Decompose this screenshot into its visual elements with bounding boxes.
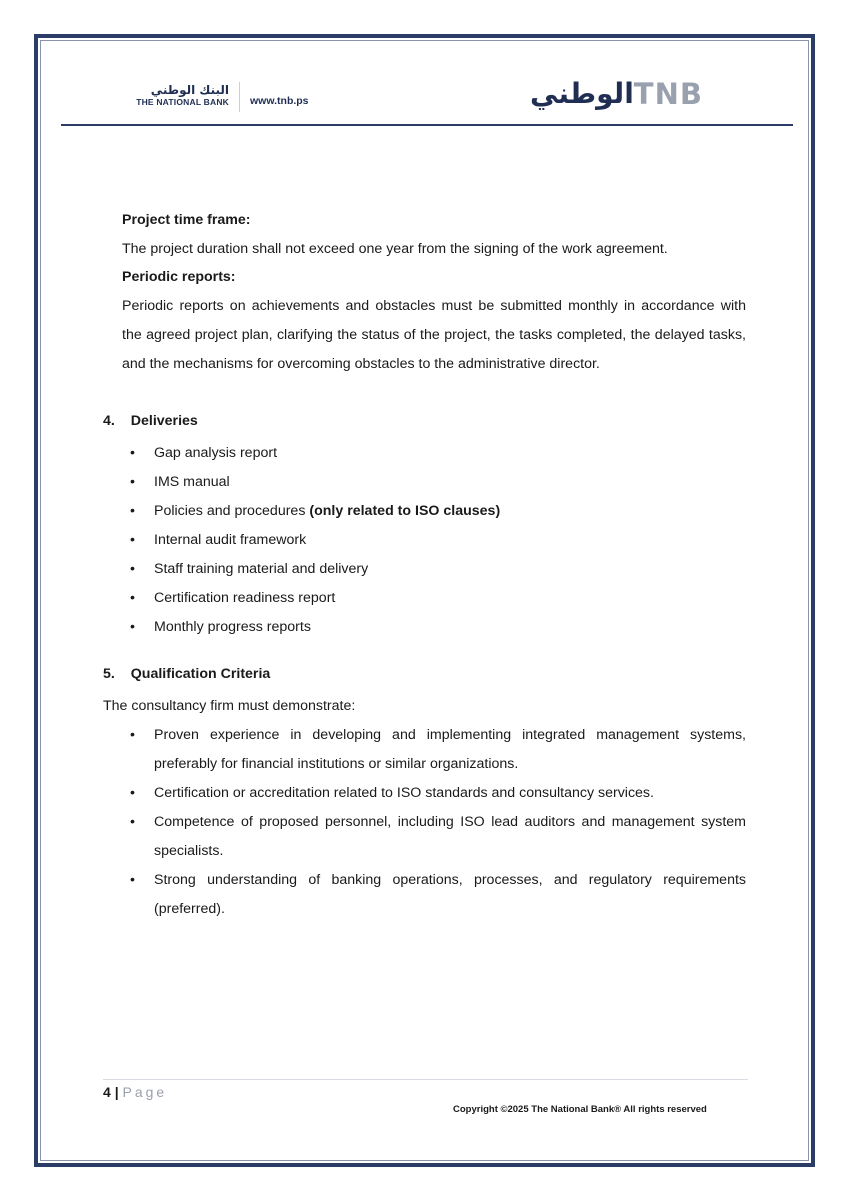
website-url: www.tnb.ps bbox=[250, 95, 309, 107]
list-item: • IMS manual bbox=[130, 468, 500, 497]
timeframe-heading: Project time frame: bbox=[122, 212, 251, 228]
deliveries-title: Deliveries bbox=[130, 413, 198, 429]
list-item-line-2: preferably for financial institutions or similar organizations. bbox=[154, 756, 519, 772]
list-item-text: Policies and procedures bbox=[154, 503, 306, 519]
reports-line-1: Periodic reports on achievements and obstacles must be submitted monthly in accordance with bbox=[122, 298, 746, 314]
list-item: • Staff training material and delivery bbox=[130, 555, 500, 584]
list-item bbox=[130, 721, 746, 779]
list-item bbox=[130, 497, 500, 526]
list-item: • Certification readiness report bbox=[130, 584, 500, 613]
list-item bbox=[130, 779, 746, 808]
page-number-separator: | bbox=[114, 1084, 119, 1100]
list-item-emphasis: (only related to ISO clauses) bbox=[309, 503, 501, 519]
qualification-list bbox=[130, 721, 746, 924]
deliveries-heading bbox=[103, 407, 198, 436]
copyright-notice: Copyright ©2025 The National Bank® All rights reserved bbox=[453, 1104, 707, 1115]
logo-arabic-text: البنك الوطني bbox=[150, 83, 229, 97]
list-item-line-2: (preferred). bbox=[154, 901, 225, 917]
deliveries-list bbox=[130, 439, 500, 642]
list-item-line-2: specialists. bbox=[154, 843, 224, 859]
list-item: • Monthly progress reports bbox=[130, 613, 500, 642]
footer-rule bbox=[103, 1079, 748, 1080]
qualification-number: 5. bbox=[103, 666, 115, 682]
list-item bbox=[130, 808, 746, 866]
list-item-line-1: • Certification or accreditation related to ISO standards and consultancy services. bbox=[154, 785, 654, 801]
list-item-line-1: • Proven experience in developing and implementing integrated management systems, bbox=[154, 727, 746, 743]
tnb-brand-logo bbox=[530, 74, 703, 114]
page-number bbox=[103, 1083, 167, 1101]
timeframe-text: The project duration shall not exceed one year from the signing of the work agreement. bbox=[122, 241, 668, 257]
page-number-value: 4 bbox=[103, 1084, 111, 1100]
deliveries-number: 4. bbox=[103, 413, 115, 429]
brand-english: TNB bbox=[633, 77, 703, 111]
header-rule bbox=[61, 124, 793, 126]
list-item: • Internal audit framework bbox=[130, 526, 500, 555]
brand-arabic: الوطني bbox=[530, 77, 634, 110]
list-item bbox=[130, 866, 746, 924]
qualification-heading bbox=[103, 660, 270, 689]
list-item-line-1: • Strong understanding of banking operations, processes, and regulatory requirements bbox=[154, 872, 746, 888]
bank-logo-small bbox=[134, 84, 229, 108]
page-label: Page bbox=[122, 1084, 168, 1100]
qualification-title: Qualification Criteria bbox=[130, 666, 271, 682]
logo-english-text: THE NATIONAL BANK bbox=[136, 97, 229, 107]
reports-heading: Periodic reports: bbox=[122, 269, 236, 285]
list-item: • Gap analysis report bbox=[130, 439, 500, 468]
header-divider bbox=[239, 82, 240, 112]
list-item-line-1: • Competence of proposed personnel, including ISO lead auditors and management system bbox=[154, 814, 746, 830]
reports-line-2: the agreed project plan, clarifying the status of the project, the tasks completed, the delayed tasks, bbox=[122, 327, 746, 343]
reports-line-3: and the mechanisms for overcoming obstacles to the administrative director. bbox=[122, 356, 600, 372]
qualification-intro: The consultancy firm must demonstrate: bbox=[103, 698, 356, 714]
